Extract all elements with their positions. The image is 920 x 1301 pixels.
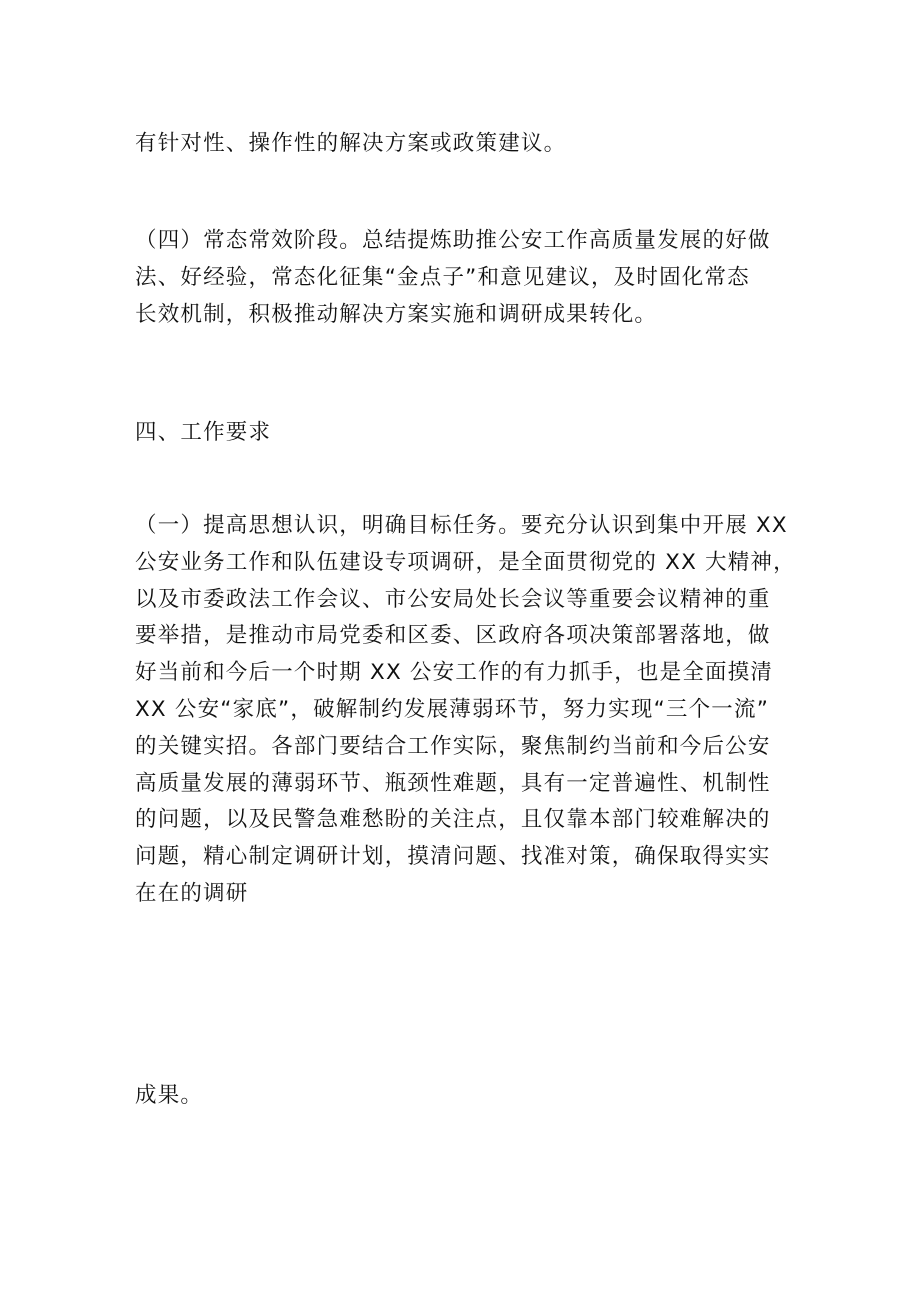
text-line: XX 公安“家底”，破解制约发展薄弱环节，努力实现“三个一流” — [135, 696, 770, 722]
text-line: 高质量发展的薄弱环节、瓶颈性难题，具有一定普遍性、机制性 — [135, 770, 771, 796]
text-line: 在在的调研 — [135, 880, 249, 906]
text-line: （一）提高思想认识，明确目标任务。要充分认识到集中开展 XX — [135, 513, 788, 538]
text-line: 有针对性、操作性的解决方案或政策建议。 — [135, 131, 567, 156]
text-line: 好当前和今后一个时期 XX 公安工作的有力抓手，也是全面摸清 — [135, 660, 774, 686]
section-heading-work-requirements — [135, 415, 795, 452]
paragraph-results — [135, 1078, 795, 1115]
text-line: 的关键实招。各部门要结合工作实际，聚焦制约当前和今后公安 — [135, 733, 771, 759]
paragraph-solution-proposals — [135, 126, 795, 163]
text-line: （四）常态常效阶段。总结提炼助推公安工作高质量发展的好做 — [135, 228, 771, 253]
text-line: 以及市委政法工作会议、市公安局处长会议等重要会议精神的重 — [135, 586, 771, 612]
text-line: 的问题，以及民警急难愁盼的关注点，且仅靠本部门较难解决的 — [135, 807, 771, 833]
text-line: 四、工作要求 — [135, 420, 272, 445]
text-line: 长效机制，积极推动解决方案实施和调研成果转化。 — [135, 301, 658, 327]
text-line: 公安业务工作和队伍建设专项调研，是全面贯彻党的 XX 大精神， — [135, 549, 796, 575]
text-line: 成果。 — [135, 1083, 204, 1108]
text-line: 法、好经验，常态化征集“金点子”和意见建议，及时固化常态 — [135, 264, 750, 290]
paragraph-stage-four — [135, 223, 795, 333]
paragraph-requirement-one — [135, 508, 795, 913]
text-line: 问题，精心制定调研计划，摸清问题、找准对策，确保取得实实 — [135, 844, 771, 870]
text-line: 要举措，是推动市局党委和区委、区政府各项决策部署落地，做 — [135, 623, 771, 649]
